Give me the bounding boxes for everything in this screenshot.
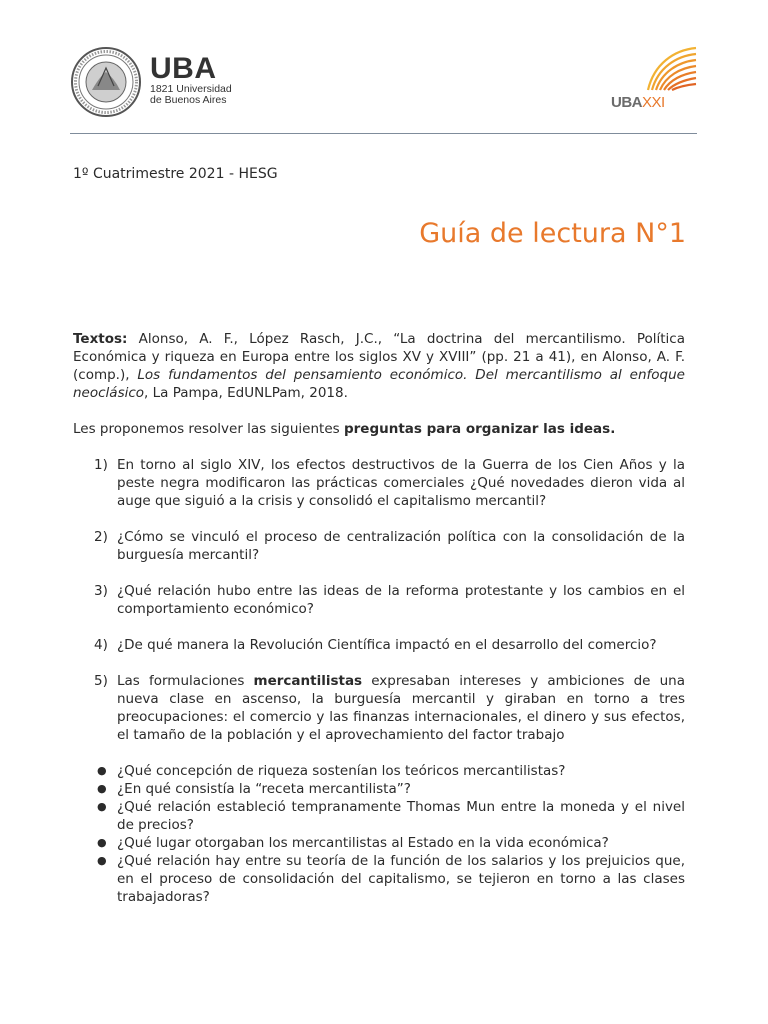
sub-questions-list [73,762,685,906]
ubaxxi-wordmark [611,94,665,111]
sub-question-text: ¿Qué lugar otorgaban los mercantilistas al Estado en la vida económica? [117,835,609,851]
lead-text: Les proponemos resolver las siguientes [73,421,344,437]
page-title: Guía de lectura N°1 [419,218,686,249]
question-text: ¿Cómo se vinculó el proceso de centralización política con la consolidación de la burguesía mercantil? [117,529,685,563]
question-text: En torno al siglo XIV, los efectos destructivos de la Guerra de los Cien Años y la peste negra modificaron las prácticas comerciales ¿Qué novedades dieron vida al auge que siguió a la crisis y consolidó el capitalismo mercantil? [117,457,685,509]
uba-subtitle-line-2: de Buenos Aires [150,94,227,106]
textos-paragraph [73,330,685,402]
bullet-icon: ● [97,782,107,795]
sub-question-item [73,852,685,906]
question-item [73,528,685,564]
sub-question-item [73,780,685,798]
question-number: 1) [94,457,108,473]
question-item [73,582,685,618]
questions-list [73,456,685,744]
sub-question-text: ¿En qué consistía la “receta mercantilista”? [117,781,411,797]
university-seal-logo [70,46,142,118]
bullet-icon: ● [97,854,107,867]
bullet-icon: ● [97,800,107,813]
page-header [0,0,768,140]
question-number: 5) [94,673,108,689]
sub-question-item [73,834,685,852]
textos-label: Textos: [73,331,128,347]
sub-question-item [73,762,685,780]
uba-wordmark: UBA [150,52,217,85]
bullet-icon: ● [97,764,107,777]
lead-emphasis: preguntas para organizar las ideas. [343,421,616,437]
document-body [73,330,685,906]
header-divider [70,133,697,134]
question-text-before: Las formulaciones [117,673,254,689]
bullet-icon: ● [97,836,107,849]
textos-book-title: Los fundamentos del pensamiento económico. Del mercantilismo al enfoque neoclásico [73,367,685,401]
question-number: 3) [94,583,108,599]
semester-label: 1º Cuatrimestre 2021 - HESG [73,166,278,182]
sub-question-item [73,798,685,834]
uba-subtitle [150,84,232,106]
question-item [73,672,685,744]
sub-question-text: ¿Qué relación hay entre su teoría de la función de los salarios y los prejuicios que, en el proceso de consolidación del capitalismo, se tejieron en torno a las clases trabajadoras? [117,853,685,905]
ubaxxi-wordmark-uba: UBA [611,94,642,111]
question-item [73,636,685,654]
question-text-after: expresaban intereses y ambiciones de una nueva clase en ascenso, la burguesía mercantil y giraban en torno a tres preocupaciones: el comercio y las finanzas internacionales, el dinero y sus efectos, el tamaño de la población y el aprovechamiento del factor trabajo [117,673,686,743]
textos-citation-1: Alonso, A. F., López Rasch, J.C., “La doctrina del mercantilismo. Política Económica y riqueza en Europa entre los siglos XV y XVIII” (pp. 21 a 41), en Alonso, A. F. (comp.), [73,331,685,383]
lead-paragraph [73,420,685,438]
uba-subtitle-line-1: 1821 Universidad [150,83,232,95]
question-text: ¿De qué manera la Revolución Científica impactó en el desarrollo del comercio? [117,637,657,653]
sub-question-text: ¿Qué concepción de riqueza sostenían los teóricos mercantilistas? [117,763,566,779]
sub-question-text: ¿Qué relación estableció tempranamente Thomas Mun entre la moneda y el nivel de precios? [117,799,685,833]
question-emphasis: mercantilistas [253,673,363,689]
question-text: ¿Qué relación hubo entre las ideas de la reforma protestante y los cambios en el comportamiento económico? [117,583,685,617]
question-item [73,456,685,510]
question-number: 4) [94,637,108,653]
ubaxxi-wordmark-xxi: XXI [642,94,665,111]
question-number: 2) [94,529,108,545]
textos-citation-2: , La Pampa, EdUNLPam, 2018. [144,385,348,401]
